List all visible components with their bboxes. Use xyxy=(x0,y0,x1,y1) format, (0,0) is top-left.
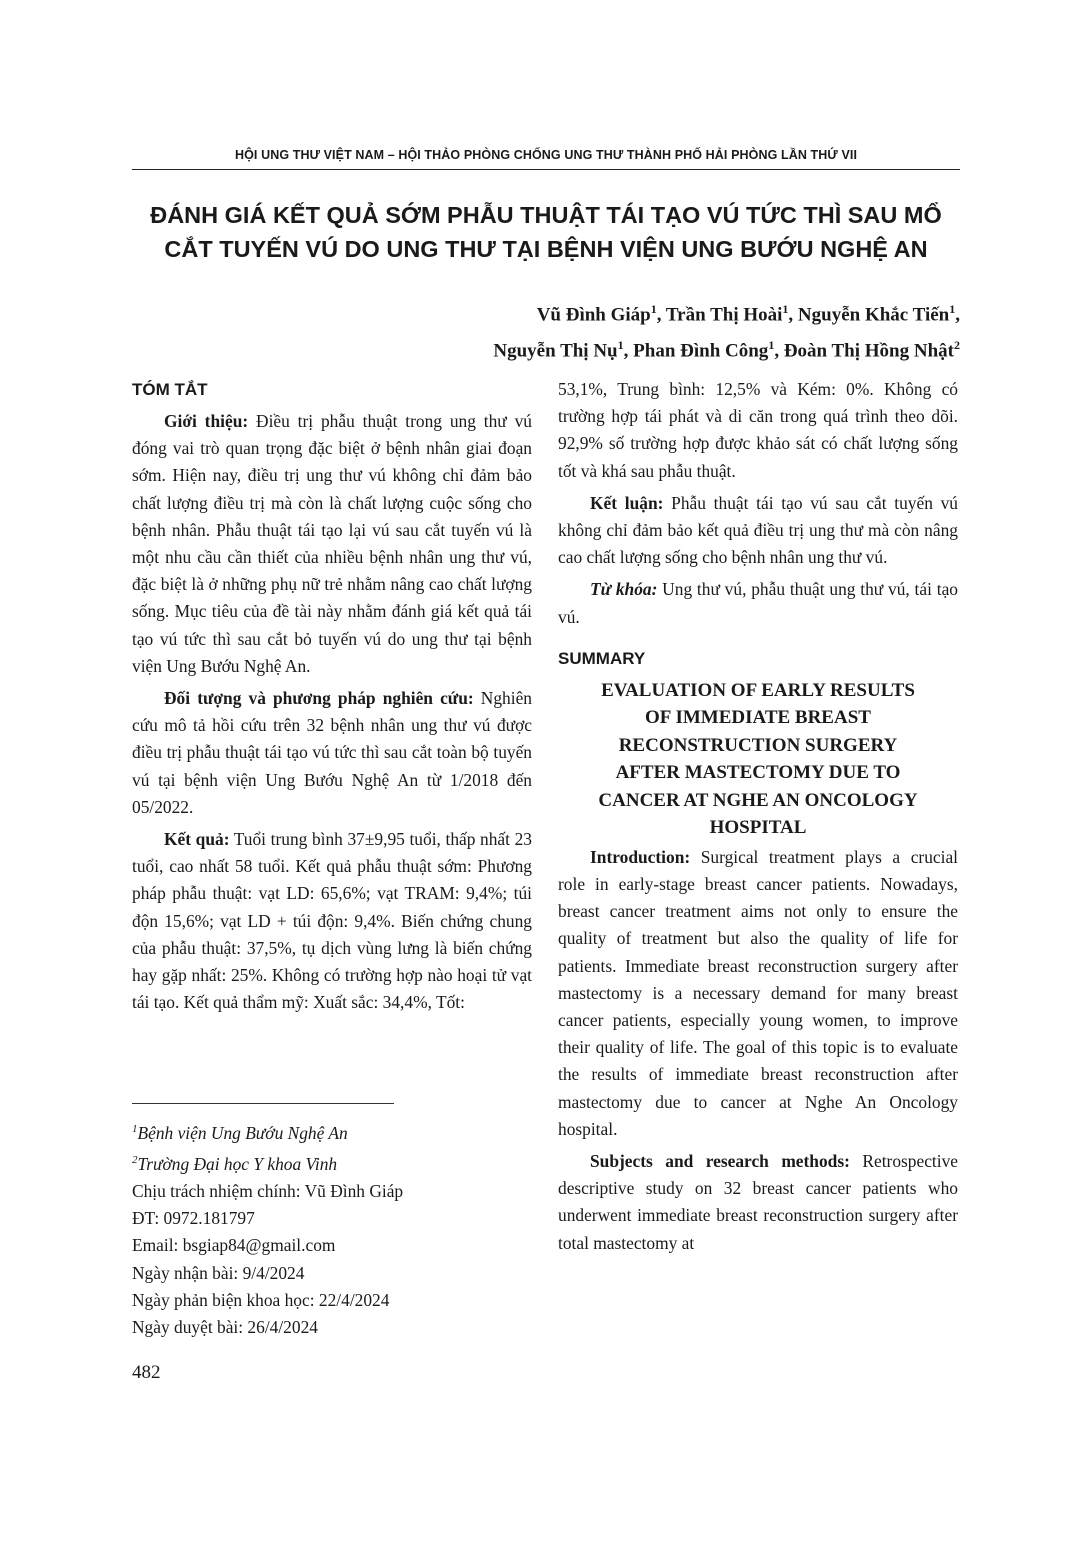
vi-intro-paragraph xyxy=(132,408,532,680)
vi-methods-text: Nghiên cứu mô tả hồi cứu trên 32 bệnh nhân ung thư vú được điều trị phẫu thuật tái tạo vú tức thì sau cắt toàn bộ tuyến vú tại bệnh viện Ung Bướu Nghệ An từ 1/2018 đến 05/2022. xyxy=(132,688,533,817)
en-title-line: HOSPITAL xyxy=(709,817,807,839)
vi-intro-label: Giới thiệu: xyxy=(164,411,249,431)
footnote-affiliation-2: $^2$Trường Đại học Y khoa Vinh xyxy=(132,1153,338,1174)
right-column xyxy=(558,376,958,1262)
vi-results-paragraph xyxy=(132,826,532,1016)
en-intro-paragraph xyxy=(558,844,958,1143)
vi-keywords-label: Từ khóa: xyxy=(590,579,658,600)
vi-keywords-text: Ung thư vú, phẫu thuật ung thư vú, tái tạo vú. xyxy=(558,579,958,627)
affiliation-mark: 1 xyxy=(782,302,789,316)
author-name: Đoàn Thị Hồng Nhật xyxy=(783,340,954,362)
author-name: Vũ Đình Giáp xyxy=(536,304,651,326)
affiliation-mark: 1 xyxy=(949,302,956,316)
vi-conclusion-paragraph xyxy=(558,490,958,572)
footnote-affiliation-1: $^1$Bệnh viện Ung Bướu Nghệ An xyxy=(132,1122,348,1143)
footnote-divider xyxy=(132,1103,394,1104)
vi-abstract-heading: TÓM TẮT xyxy=(132,380,208,399)
en-methods-label: Subjects and research methods: xyxy=(590,1151,850,1172)
en-title-line: CANCER AT NGHE AN ONCOLOGY xyxy=(598,789,918,811)
footnote-review-date: Ngày phản biện khoa học: 22/4/2024 xyxy=(132,1289,390,1310)
en-title-line: AFTER MASTECTOMY DUE TO xyxy=(615,762,901,784)
en-methods-paragraph xyxy=(558,1148,958,1257)
footnote-email: Email: bsgiap84@gmail.com xyxy=(132,1235,336,1256)
author-name: Nguyễn Thị Nụ xyxy=(493,340,618,362)
vi-intro-text: Điều trị phẫu thuật trong ung thư vú đóng vai trò quan trọng đặc biệt ở bệnh nhân giai đoạn sớm. Hiện nay, điều trị ung thư vú không chỉ đảm bảo chất lượng điều trị mà còn là chất lượng cuộc sống cho bệnh nhân. Phẫu thuật tái tạo lại vú sau cắt tuyến vú là một nhu cầu cần thiết của nhiều bệnh nhân ung thư vú, đặc biệt là ở những phụ nữ trẻ nhằm nâng cao chất lượng sống. Mục tiêu của đề tài này nhằm đánh giá kết quả tái tạo vú tức thì sau cắt bỏ tuyến vú do ung thư tại bệnh viện Ung Bướu Nghệ An. xyxy=(132,411,532,676)
page-number: 482 xyxy=(132,1362,161,1383)
footnote-responsible: Chịu trách nhiệm chính: Vũ Đình Giáp xyxy=(132,1181,404,1201)
vi-results-text: Tuổi trung bình 37±9,95 tuổi, thấp nhất 23 tuổi, cao nhất 58 tuổi. Kết quả phẫu thuật sớm: Phương pháp phẫu thuật: vạt LD: 65,6%; vạt TRAM: 9,4%; túi độn 15,6%; vạt LD + túi độn: 9,4%. Biến chứng chung của phẫu thuật: 37,5%, tụ dịch vùng lưng là biến chứng hay gặp nhất: 25%. Không có trường hợp nào hoại tử vạt tái tạo. Kết quả thẩm mỹ: Xuất sắc: 34,4%, Tốt: xyxy=(132,829,532,1013)
author-line-2: Nguyễn Thị Nụ$^1$, Phan Đình Công$^1$, Đoàn Thị Hồng Nhật$^2$ xyxy=(493,338,960,362)
affiliation-mark: 1 xyxy=(617,338,624,353)
en-title-line: RECONSTRUCTION SURGERY xyxy=(618,734,898,756)
footnote-phone: ĐT: 0972.181797 xyxy=(132,1208,255,1229)
affiliation-mark: 2 xyxy=(954,338,960,353)
en-intro-text: Surgical treatment plays a crucial role in early-stage breast cancer patients. Nowadays, breast cancer treatment aims not only to ensure the quality of treatment but also the quality of life for patients. Immediate breast reconstruction surgery after mastectomy is a necessary demand for many breast cancer patients, especially young women, to improve their quality of life. The goal of this topic is to evaluate the results of immediate breast reconstruction after mastectomy due to cancer at Nghe An Oncology hospital. xyxy=(558,846,958,1139)
en-summary-heading: SUMMARY xyxy=(558,648,646,668)
title-line-2: CẮT TUYẾN VÚ DO UNG THƯ TẠI BỆNH VIỆN UNG BƯỚU NGHỆ AN xyxy=(164,236,928,262)
affiliation-mark: 1 xyxy=(650,302,657,316)
vi-results-continued: 53,1%, Trung bình: 12,5% và Kém: 0%. Không có trường hợp tái phát và di căn trong quá trình theo dõi. 92,9% số trường hợp được khảo sát có chất lượng sống tốt và khá sau phẫu thuật. xyxy=(558,379,958,481)
vi-results-label: Kết quả: xyxy=(164,829,230,850)
author-name: Nguyễn Khắc Tiến xyxy=(797,304,950,326)
en-intro-label: Introduction: xyxy=(590,846,691,867)
running-header: HỘI UNG THƯ VIỆT NAM – HỘI THẢO PHÒNG CHỐNG UNG THƯ THÀNH PHỐ HẢI PHÒNG LẦN THỨ VII xyxy=(132,148,960,170)
en-methods-text: Retrospective descriptive study on 32 breast cancer patients who underwent immediate breast reconstruction surgery after total mastectomy at xyxy=(558,1151,958,1253)
en-title-line: OF IMMEDIATE BREAST xyxy=(645,707,871,729)
en-title-line: EVALUATION OF EARLY RESULTS xyxy=(601,679,915,701)
vi-keywords-paragraph xyxy=(558,576,958,630)
footnotes xyxy=(132,1116,552,1341)
author-name: Trần Thị Hoài xyxy=(665,304,783,326)
title-line-1: ĐÁNH GIÁ KẾT QUẢ SỚM PHẪU THUẬT TÁI TẠO VÚ TỨC THÌ SAU MỔ xyxy=(150,202,942,228)
footnote-accepted-date: Ngày duyệt bài: 26/4/2024 xyxy=(132,1317,318,1338)
author-name: Phan Đình Công xyxy=(633,340,769,362)
author-list xyxy=(300,294,960,367)
en-title xyxy=(558,677,958,842)
affiliation-mark: 1 xyxy=(768,338,775,353)
vi-methods-label: Đối tượng và phương pháp nghiên cứu: xyxy=(164,688,474,709)
author-line-1: Vũ Đình Giáp$^1$, Trần Thị Hoài$^1$, Nguyễn Khắc Tiến$^1$, xyxy=(536,302,960,326)
vi-methods-paragraph xyxy=(132,685,532,821)
vi-conclusion-text: Phẫu thuật tái tạo vú sau cắt tuyến vú không chỉ đảm bảo kết quả điều trị ung thư mà còn nâng cao chất lượng sống cho bệnh nhân ung thư vú. xyxy=(558,492,959,568)
footnote-received-date: Ngày nhận bài: 9/4/2024 xyxy=(132,1262,305,1283)
article-title xyxy=(110,198,982,266)
left-column xyxy=(132,376,532,1021)
vi-conclusion-label: Kết luận: xyxy=(590,492,664,513)
